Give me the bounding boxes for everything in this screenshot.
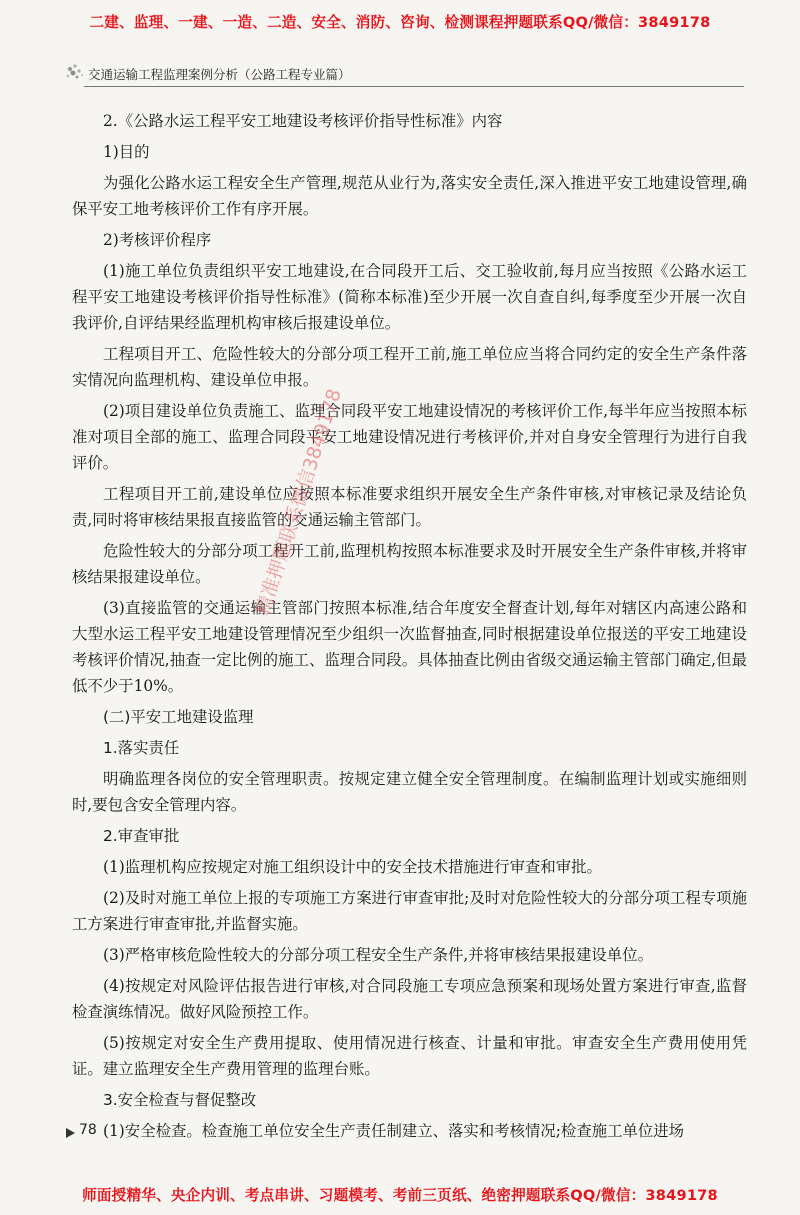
paragraph: 明确监理各岗位的安全管理职责。按规定建立健全安全管理制度。在编制监理计划或实施细则时,要包含安全管理内容。 <box>72 770 747 814</box>
paragraph: (3)直接监管的交通运输主管部门按照本标准,结合年度安全督查计划,每年对辖区内高速公路和大型水运工程平安工地建设管理情况至少组织一次监督抽查,同时根据建设单位报送的平安工地建设考核评价情况,抽查一定比例的施工、监理合同段。具体抽查比例由省级交通运输主管部门确定,但最低不少于10%。 <box>72 599 747 695</box>
paragraph: 危险性较大的分部分项工程开工前,监理机构按照本标准要求及时开展安全生产条件审核,并将审核结果报建设单位。 <box>72 542 747 586</box>
page-number <box>66 1122 126 1146</box>
running-header <box>64 59 744 89</box>
subsection-label: 1.落实责任 <box>103 739 180 757</box>
bottom-ad-banner: 师面授精华、央企内训、考点串讲、习题模考、考前三页纸、绝密押题联系QQ/微信：3849178 <box>82 1187 718 1204</box>
paragraph: 工程项目开工、危险性较大的分部分项工程开工前,施工单位应当将合同约定的安全生产条件落实情况向监理机构、建设单位申报。 <box>72 345 747 389</box>
paragraph: 为强化公路水运工程安全生产管理,规范从业行为,落实安全责任,深入推进平安工地建设管理,确保平安工地考核评价工作有序开展。 <box>72 174 747 218</box>
subsection-label: 1)目的 <box>103 143 150 161</box>
section-heading: (二)平安工地建设监理 <box>103 708 254 726</box>
paragraph: (5)按规定对安全生产费用提取、使用情况进行核查、计量和审批。审查安全生产费用使用凭证。建立监理安全生产费用管理的监理台账。 <box>72 1034 747 1078</box>
subsection-label: 2)考核评价程序 <box>103 231 212 249</box>
running-title: 交通运输工程监理案例分析（公路工程专业篇） <box>88 67 351 82</box>
paragraph: (1)监理机构应按规定对施工组织设计中的安全技术措施进行审查和审批。 <box>103 858 602 876</box>
paragraph: (3)严格审核危险性较大的分部分项工程安全生产条件,并将审核结果报建设单位。 <box>103 946 653 964</box>
body-text <box>72 108 747 1144</box>
paragraph: (1)施工单位负责组织平安工地建设,在合同段开工后、交工验收前,每月应当按照《公路水运工程平安工地建设考核评价指导性标准》(简称本标准)至少开展一次自查自纠,每季度至少开展一次自我评价,自评结果经监理机构审核后报建设单位。 <box>72 262 747 332</box>
top-ad-banner: 二建、监理、一建、一造、二造、安全、消防、咨询、检测课程押题联系QQ/微信：3849178 <box>89 14 711 31</box>
section-title: 2.《公路水运工程平安工地建设考核评价指导性标准》内容 <box>103 112 503 130</box>
paragraph: (2)项目建设单位负责施工、监理合同段平安工地建设情况的考核评价工作,每半年应当按照本标准对项目全部的施工、监理合同段平安工地建设情况进行考核评价,并对自身安全管理行为进行自我评价。 <box>72 402 747 472</box>
floral-ornament-icon <box>64 61 86 83</box>
header-rule <box>84 86 744 87</box>
page-marker-icon <box>66 1128 75 1138</box>
watermark-stamp: 精准押题联系微信3849178 <box>251 386 346 619</box>
paragraph: (2)及时对施工单位上报的专项施工方案进行审查审批;及时对危险性较大的分部分项工程专项施工方案进行审查审批,并监督实施。 <box>72 889 747 933</box>
paragraph: (4)按规定对风险评估报告进行审核,对合同段施工专项应急预案和现场处置方案进行审查,监督检查演练情况。做好风险预控工作。 <box>72 977 747 1021</box>
subsection-label: 2.审查审批 <box>103 827 180 845</box>
paragraph: 工程项目开工前,建设单位应按照本标准要求组织开展安全生产条件审核,对审核记录及结论负责,同时将审核结果报直接监管的交通运输主管部门。 <box>72 485 747 529</box>
paragraph: (1)安全检查。检查施工单位安全生产责任制建立、落实和考核情况;检查施工单位进场 <box>103 1122 685 1140</box>
subsection-label: 3.安全检查与督促整改 <box>103 1091 257 1109</box>
page-number-text: 78 <box>79 1122 97 1138</box>
